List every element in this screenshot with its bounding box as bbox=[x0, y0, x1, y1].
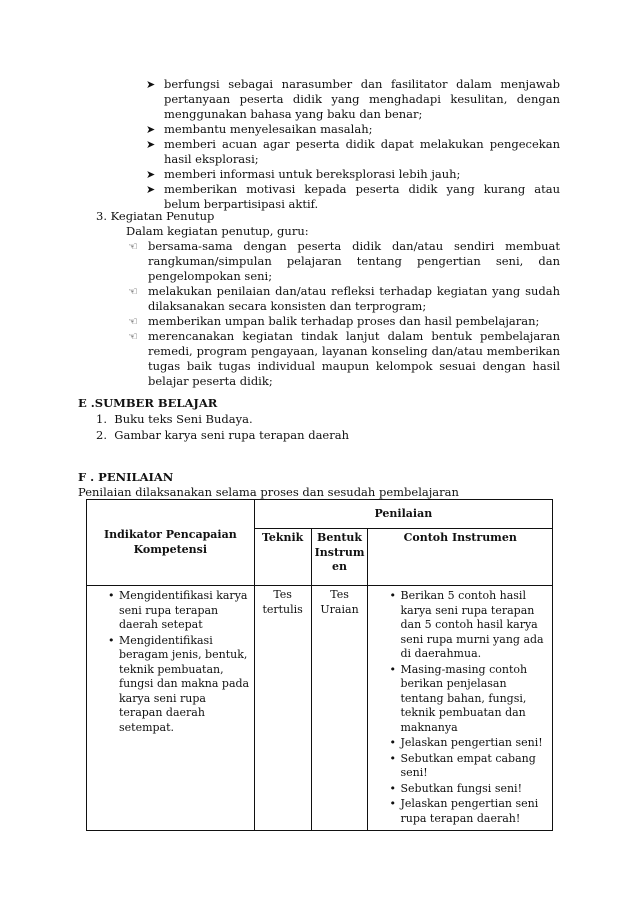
table-header-row bbox=[87, 500, 553, 529]
arrow-bullet-icon: ➤ bbox=[146, 168, 156, 181]
indikator-list bbox=[105, 589, 251, 735]
cell-bentuk: Tes Uraian bbox=[311, 586, 368, 831]
list-item: ☜ merencanakan kegiatan tindak lanjut dalam bentuk pembelajaran remedi, program pengayaan, layanan konseling dan/atau memberikan tugas baik tugas individual maupun kelompok sesuai dengan hasil belajar peserta didik; bbox=[128, 329, 560, 388]
pointing-hand-icon: ☜ bbox=[128, 330, 138, 343]
list-item: • Sebutkan fungsi seni! bbox=[400, 782, 549, 797]
header-penilaian: Penilaian bbox=[254, 500, 552, 529]
penilaian-heading: F . PENILAIAN bbox=[78, 470, 174, 484]
list-item: • Mengidentifikasi beragam jenis, bentuk, teknik pembuatan, fungsi dan makna pada karya seni rupa terapan daerah setempat. bbox=[119, 634, 251, 736]
header-indikator: Indikator Pencapaian Kompetensi bbox=[87, 500, 255, 586]
cell-indikator bbox=[87, 586, 255, 831]
header-teknik: Teknik bbox=[254, 529, 311, 586]
sumber-item: 1. Buku teks Seni Budaya. bbox=[96, 412, 253, 426]
hand-list bbox=[126, 239, 560, 389]
penutup-intro: Dalam kegiatan penutup, guru: bbox=[126, 224, 309, 238]
list-item: ➤ memberikan motivasi kepada peserta didik yang kurang atau belum berpartisipasi aktif. bbox=[146, 182, 560, 211]
arrow-bullet-icon: ➤ bbox=[146, 138, 156, 151]
sumber-heading: E .SUMBER BELAJAR bbox=[78, 396, 218, 410]
header-bentuk: Bentuk Instrumen bbox=[311, 529, 368, 586]
header-contoh: Contoh Instrumen bbox=[368, 529, 553, 586]
list-item: ➤ memberi acuan agar peserta didik dapat melakukan pengecekan hasil eksplorasi; bbox=[146, 137, 560, 166]
contoh-list bbox=[386, 589, 549, 826]
pointing-hand-icon: ☜ bbox=[128, 240, 138, 253]
list-item: • Jelaskan pengertian seni rupa terapan daerah! bbox=[400, 797, 549, 826]
arrow-list-block bbox=[146, 77, 560, 212]
arrow-list bbox=[146, 77, 560, 212]
arrow-bullet-icon: ➤ bbox=[146, 123, 156, 136]
list-item: ☜ melakukan penilaian dan/atau refleksi terhadap kegiatan yang sudah dilaksanakan secara konsisten dan terprogram; bbox=[128, 284, 560, 313]
list-item: • Berikan 5 contoh hasil karya seni rupa terapan dan 5 contoh hasil karya seni rupa murni yang ada di daerahmua. bbox=[400, 589, 549, 662]
table-row bbox=[87, 586, 553, 831]
list-item: ☜ memberikan umpan balik terhadap proses dan hasil pembelajaran; bbox=[128, 314, 540, 328]
penutup-heading: 3. Kegiatan Penutup bbox=[96, 209, 215, 223]
list-item: • Sebutkan empat cabang seni! bbox=[400, 752, 549, 781]
list-item: • Jelaskan pengertian seni! bbox=[400, 736, 549, 751]
cell-contoh bbox=[368, 586, 553, 831]
arrow-bullet-icon: ➤ bbox=[146, 78, 156, 91]
penilaian-intro: Penilaian dilaksanakan selama proses dan sesudah pembelajaran bbox=[78, 485, 459, 499]
list-item: ➤ memberi informasi untuk bereksplorasi lebih jauh; bbox=[146, 167, 461, 181]
list-item: ☜ bersama-sama dengan peserta didik dan/atau sendiri membuat rangkuman/simpulan pelajaran tentang pengertian seni, dan pengelompokan seni; bbox=[128, 239, 560, 283]
list-item: • Mengidentifikasi karya seni rupa terapan daerah setepat bbox=[119, 589, 251, 633]
pointing-hand-icon: ☜ bbox=[128, 285, 138, 298]
list-item: ➤ membantu menyelesaikan masalah; bbox=[146, 122, 373, 136]
list-item: ➤ berfungsi sebagai narasumber dan fasilitator dalam menjawab pertanyaan peserta didik yang menghadapi kesulitan, dengan menggunakan bahasa yang baku dan benar; bbox=[146, 77, 560, 121]
sumber-item: 2. Gambar karya seni rupa terapan daerah bbox=[96, 428, 349, 442]
arrow-bullet-icon: ➤ bbox=[146, 183, 156, 196]
list-item: • Masing-masing contoh berikan penjelasan tentang bahan, fungsi, teknik pembuatan dan maknanya bbox=[400, 663, 549, 736]
pointing-hand-icon: ☜ bbox=[128, 315, 138, 328]
penutup-list-block bbox=[126, 239, 560, 389]
penilaian-table bbox=[86, 499, 553, 831]
cell-teknik: Tes tertulis bbox=[254, 586, 311, 831]
